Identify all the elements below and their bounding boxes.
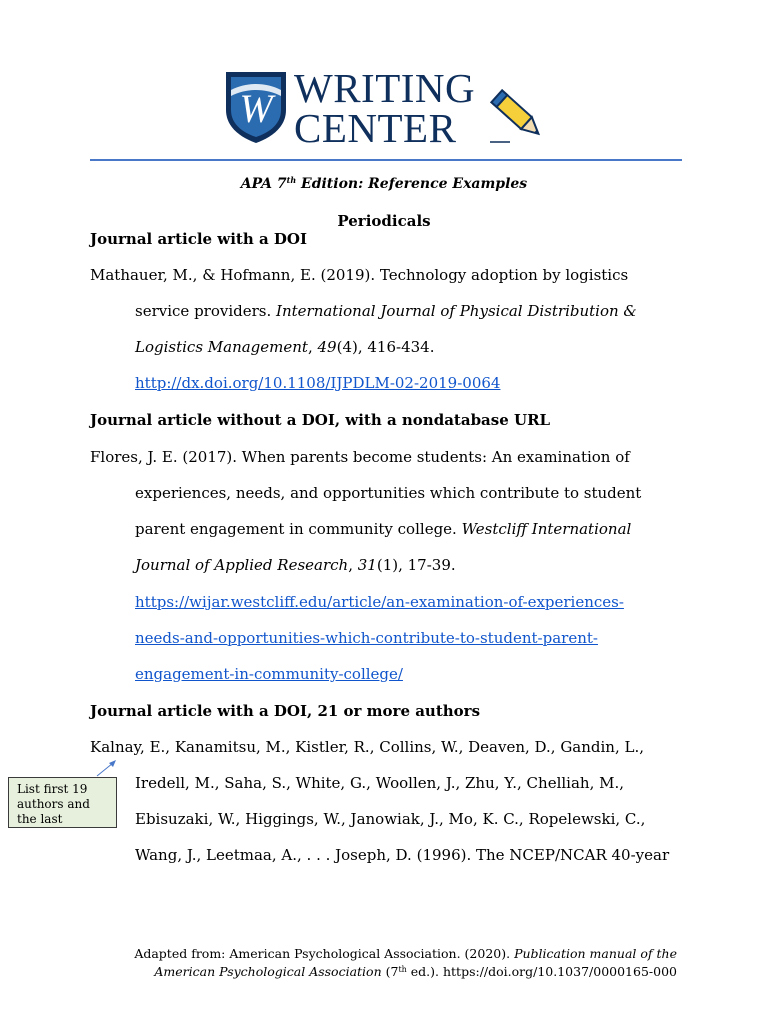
logo-line-2: CENTER (294, 105, 457, 151)
ref3-line-3: Ebisuzaki, W., Higgings, W., Janowiak, J., Mo, K. C., Ropelewski, C., (135, 810, 646, 828)
ref2-line-4: Journal of Applied Research, 31(1), 17-39. (135, 556, 456, 574)
shield-icon (224, 70, 288, 144)
logo-monogram: W (239, 86, 273, 131)
document-title: APA 7th Edition: Reference Examples (240, 175, 528, 192)
ref1-line-1: Mathauer, M., & Hofmann, E. (2019). Technology adoption by logistics (90, 266, 629, 284)
ref2-url-link-1[interactable]: https://wijar.westcliff.edu/article/an-examination-of-experiences- (135, 593, 624, 611)
note-line-1: List first 19 (17, 782, 88, 796)
ref1-line-3: Logistics Management, 49(4), 416-434. (135, 338, 435, 356)
heading-nondatabase-url: Journal article without a DOI, with a nondatabase URL (90, 411, 551, 429)
writing-center-logo (224, 65, 554, 151)
callout-note (8, 777, 117, 828)
logo-line-1: WRITING (294, 65, 476, 111)
ref2-line-1: Flores, J. E. (2017). When parents become students: An examination of (90, 448, 630, 466)
ref3-line-4: Wang, J., Leetmaa, A., . . . Joseph, D. (1996). The NCEP/NCAR 40-year (135, 846, 670, 864)
ref3-line-1: Kalnay, E., Kanamitsu, M., Kistler, R., Collins, W., Deaven, D., Gandin, L., (90, 738, 645, 756)
ref2-line-3: parent engagement in community college. Westcliff International (135, 520, 632, 538)
note-line-2: authors and (17, 797, 90, 811)
ref2-line-2: experiences, needs, and opportunities which contribute to student (135, 484, 642, 502)
ref1-doi-link[interactable]: http://dx.doi.org/10.1108/IJPDLM-02-2019-0064 (135, 374, 501, 392)
ref3-line-2: Iredell, M., Saha, S., White, G., Woollen, J., Zhu, Y., Chelliah, M., (135, 774, 624, 792)
footer-citation (90, 946, 677, 980)
ref2-url-link-2[interactable]: needs-and-opportunities-which-contribute-to-student-parent- (135, 629, 598, 647)
callout-arrow-icon (95, 758, 121, 778)
header-rule (90, 159, 682, 161)
heading-21-authors: Journal article with a DOI, 21 or more authors (90, 702, 481, 720)
ref1-line-2: service providers. International Journal of Physical Distribution & (135, 302, 637, 320)
footer-line-2: American Psychological Association (7th ed.). https://doi.org/10.1037/0000165-000 (154, 964, 677, 979)
heading-doi: Journal article with a DOI (90, 230, 308, 248)
section-title: Periodicals (337, 212, 431, 230)
ref2-url-link-3[interactable]: engagement-in-community-college/ (135, 665, 403, 683)
footer-line-1: Adapted from: American Psychological Association. (2020). Publication manual of the (134, 946, 677, 961)
note-line-3: the last (17, 812, 63, 826)
logo-wordmark (294, 65, 476, 151)
pencil-icon (490, 84, 548, 146)
